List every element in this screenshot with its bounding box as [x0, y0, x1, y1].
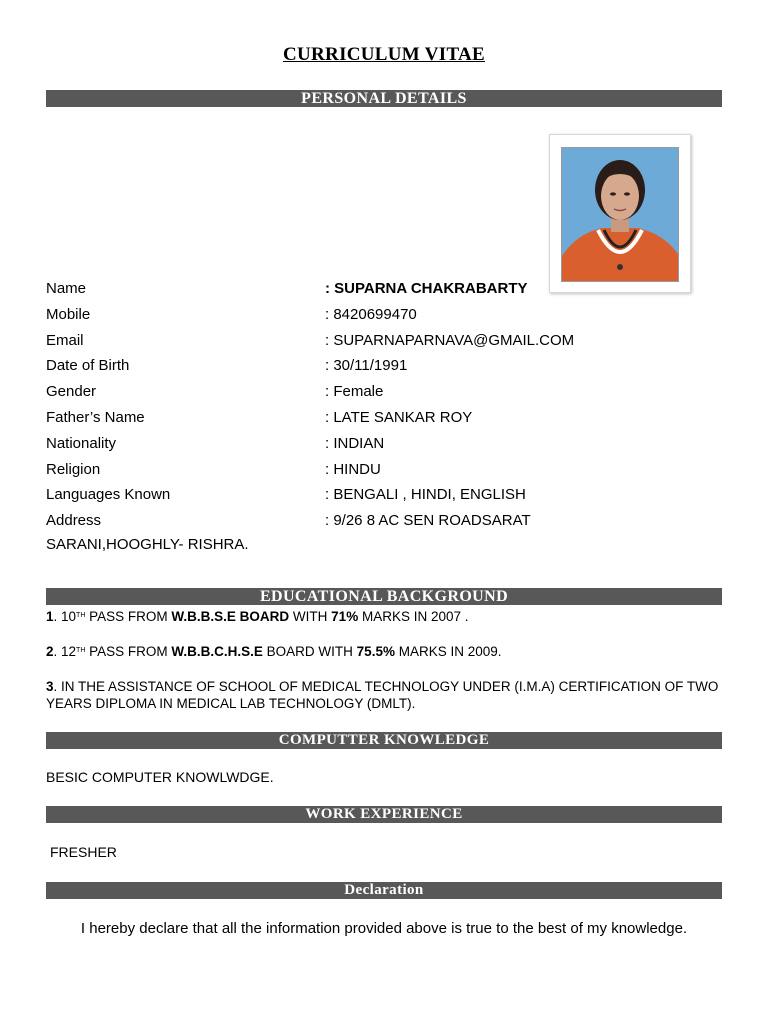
- declaration-text: I hereby declare that all the information provided above is true to the best of my knowledge.: [80, 920, 688, 937]
- personal-row: [46, 512, 726, 534]
- personal-value: : 8420699470: [325, 305, 417, 323]
- personal-value: : BENGALI , HINDI, ENGLISH: [325, 486, 526, 504]
- personal-row: [46, 486, 726, 508]
- personal-row: [46, 332, 726, 354]
- personal-value: : 9/26 8 AC SEN ROADSARAT: [325, 512, 531, 530]
- personal-row: [46, 280, 726, 302]
- personal-value: : INDIAN: [325, 434, 385, 452]
- work-experience-text: FRESHER: [50, 844, 117, 860]
- computer-knowledge-text: BESIC COMPUTER KNOWLWDGE.: [46, 769, 274, 785]
- personal-label: Gender: [46, 383, 97, 401]
- profile-photo: [561, 147, 679, 282]
- personal-value: : SUPARNAPARNAVA@GMAIL.COM: [325, 331, 575, 349]
- document-title: CURRICULUM VITAE: [282, 44, 486, 65]
- personal-label: Mobile: [46, 305, 91, 323]
- personal-label: Religion: [46, 460, 101, 478]
- personal-label: Languages Known: [46, 486, 171, 504]
- personal-label: Name: [46, 280, 87, 297]
- personal-value: : LATE SANKAR ROY: [325, 409, 473, 426]
- personal-label: Address: [46, 512, 102, 530]
- address-continuation: SARANI,HOOGHLY- RISHRA.: [46, 536, 249, 553]
- profile-photo-frame: [549, 134, 691, 293]
- personal-value: : Female: [325, 383, 384, 401]
- personal-row: [46, 435, 726, 457]
- personal-label: Father’s Name: [46, 409, 145, 426]
- section-declaration: Declaration: [46, 882, 722, 899]
- personal-label: Email: [46, 331, 84, 349]
- section-computer-knowledge: COMPUTTER KNOWLEDGE: [46, 732, 722, 749]
- personal-row: [46, 409, 726, 431]
- personal-label: Nationality: [46, 434, 117, 452]
- personal-value: : HINDU: [325, 460, 381, 478]
- personal-row: [46, 306, 726, 328]
- personal-row: [46, 357, 726, 379]
- education-item-3: 3. IN THE ASSISTANCE OF SCHOOL OF MEDICAL TECHNOLOGY UNDER (I.M.A) CERTIFICATION OF TWO YEARS DIPLOMA IN MEDICAL LAB TECHNOLOGY (DMLT).: [46, 679, 719, 711]
- section-educational-background: EDUCATIONAL BACKGROUND: [46, 588, 722, 605]
- section-work-experience: WORK EXPERIENCE: [46, 806, 722, 823]
- personal-label: Date of Birth: [46, 357, 130, 375]
- personal-row: [46, 461, 726, 483]
- personal-value: : 30/11/1991: [325, 357, 408, 375]
- education-item-2: 2. 12TH PASS FROM W.B.B.C.H.S.E BOARD WITH 75.5% MARKS IN 2009.: [46, 644, 502, 659]
- personal-value: : SUPARNA CHAKRABARTY: [325, 280, 528, 297]
- education-item-1: 1. 10TH PASS FROM W.B.B.S.E BOARD WITH 71% MARKS IN 2007 .: [46, 609, 469, 624]
- section-personal-details: PERSONAL DETAILS: [46, 90, 722, 107]
- personal-row: [46, 383, 726, 405]
